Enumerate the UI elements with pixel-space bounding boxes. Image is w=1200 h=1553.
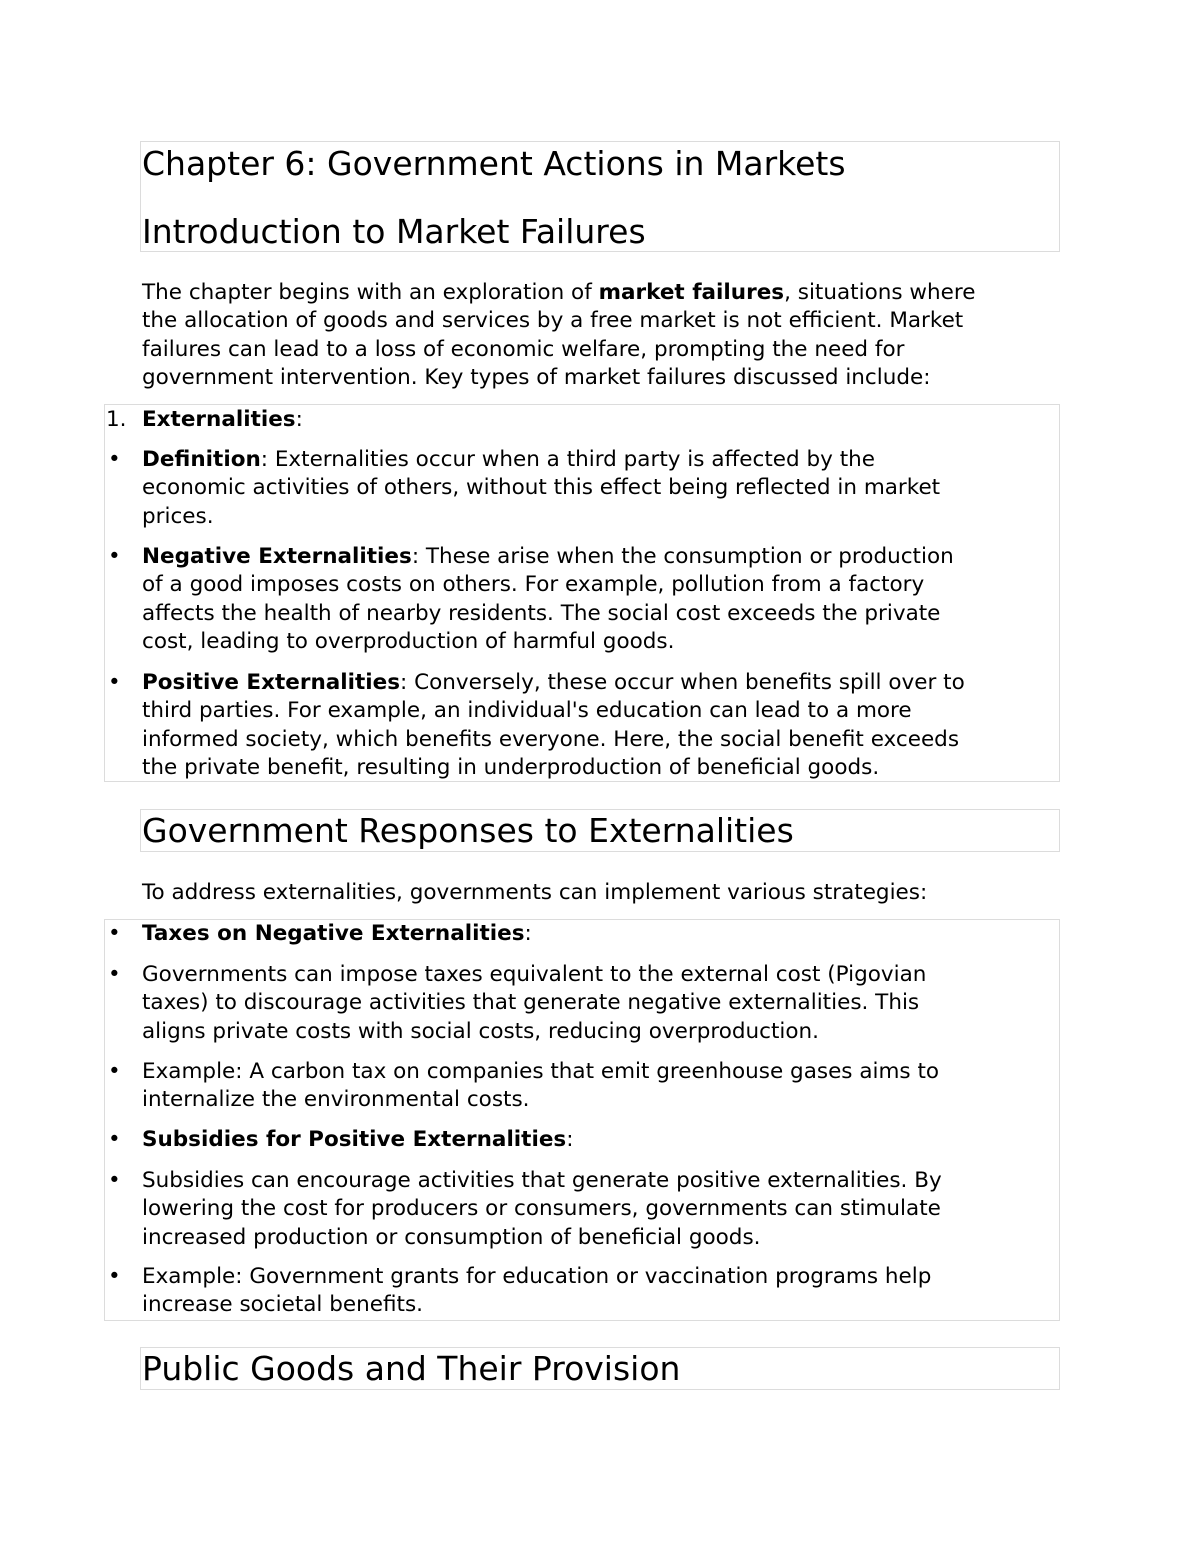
bullet-icon: • bbox=[108, 544, 121, 569]
intro-line: the allocation of goods and services by a free market is not efficient. Market bbox=[142, 308, 964, 334]
bullet-icon: • bbox=[108, 1264, 121, 1289]
section-heading-box bbox=[140, 1347, 1060, 1390]
intro-line: government intervention. Key types of market failures discussed include: bbox=[142, 365, 931, 391]
bullet-icon: • bbox=[108, 447, 121, 472]
bullet-icon: • bbox=[108, 921, 121, 946]
intro-line: The chapter begins with an exploration of market failures, situations where bbox=[142, 280, 976, 305]
government-responses-list: • Taxes on Negative Externalities: • Governments can impose taxes equivalent to the external cost (Pigovian taxes) to discourage activities that generate negative externalities. This aligns private costs with social costs, reducing overproduction. • Example: A carbon tax on companies that emit greenhouse gases aims to internalize the environmental costs. • Subsidies for Positive Externalities: • Subsidies can encourage activities that generate positive externalities. By lowering the cost for producers or consumers, governments can stimulate increased production or consumption of beneficial goods. • Example: Government grants for education or vaccination programs help increase societal benefits. bbox=[104, 919, 1060, 1321]
bullet-icon: • bbox=[108, 1059, 121, 1084]
section-heading-public-goods: Public Goods and Their Provision bbox=[142, 1349, 681, 1388]
list-number: 1. bbox=[106, 407, 127, 432]
bullet-icon: • bbox=[108, 962, 121, 987]
section-heading-box bbox=[140, 809, 1060, 852]
bold-term: market failures bbox=[598, 280, 785, 305]
section-heading-government-responses: Government Responses to Externalities bbox=[142, 811, 794, 850]
chapter-title: Chapter 6: Government Actions in Markets bbox=[142, 144, 846, 183]
externalities-list: 1. Externalities: • Definition: Externalities occur when a third party is affected by the economic activities of others, without this effect being reflected in market prices. • Negative Externalities: These arise when the consumption or production of a good imposes costs on others. For example, pollution from a factory affects the health of nearby residents. The social cost exceeds the private cost, leading to overproduction of harmful goods. • Positive Externalities: Conversely, these occur when benefits spill over to third parties. For example, an individual's education can lead to a more informed society, which benefits everyone. Here, the social benefit exceeds the private benefit, resulting in underproduction of beneficial goods. bbox=[104, 404, 1060, 782]
title-block bbox=[140, 141, 1060, 252]
intro-line: failures can lead to a loss of economic welfare, prompting the need for bbox=[142, 336, 905, 362]
bullet-icon: • bbox=[108, 1127, 121, 1152]
section-heading-market-failures: Introduction to Market Failures bbox=[142, 212, 646, 251]
bullet-icon: • bbox=[108, 670, 121, 695]
bullet-icon: • bbox=[108, 1168, 121, 1193]
section2-intro: To address externalities, governments can implement various strategies: bbox=[142, 880, 928, 905]
